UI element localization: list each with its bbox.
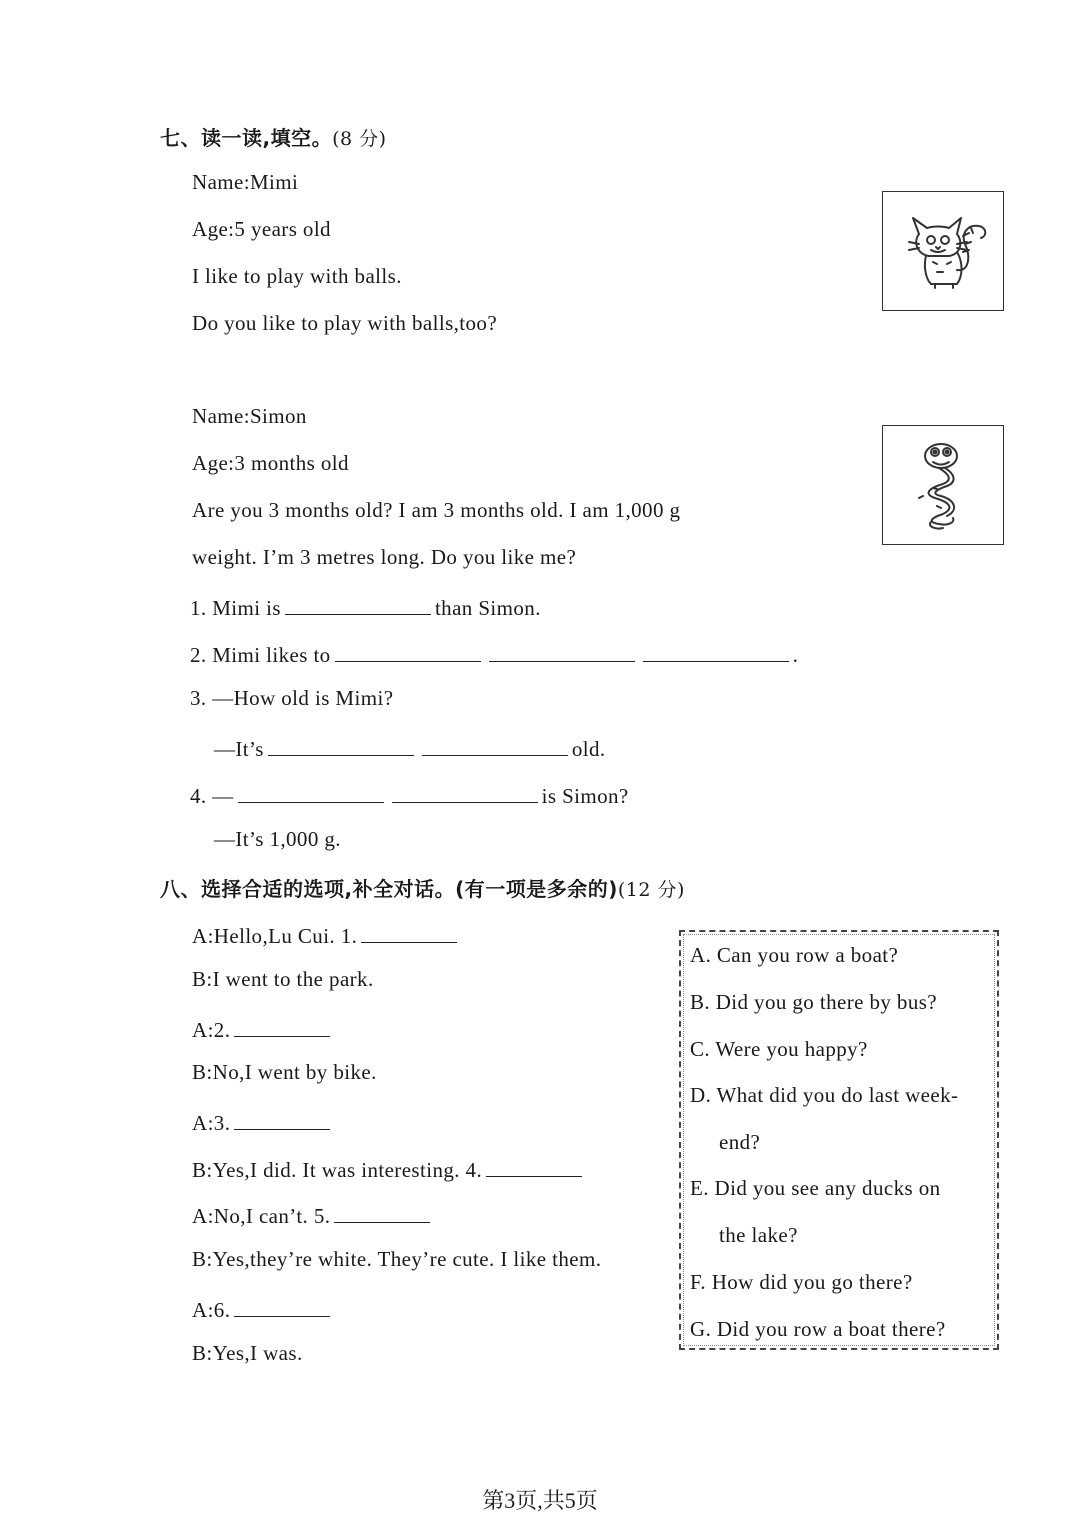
option-g: G. Did you row a boat there?	[690, 1317, 946, 1341]
option-e-cont: the lake?	[719, 1223, 798, 1247]
section7-heading	[160, 122, 387, 151]
dialog-text: A:Hello,Lu Cui. 1.	[192, 924, 358, 948]
simon-name: Name:Simon	[192, 404, 307, 428]
dialog-line-2: B:I went to the park.	[192, 967, 374, 991]
dialog-line-8: B:Yes,they’re white. They’re cute. I like them.	[192, 1247, 602, 1271]
dialog-blank-1[interactable]	[361, 920, 457, 943]
q1-text-end: than Simon.	[434, 596, 541, 620]
section7-points: (8 分)	[332, 128, 387, 150]
simon-line1: Are you 3 months old? I am 3 months old. I am 1,000 g	[192, 498, 681, 522]
dialog-blank-3[interactable]	[234, 1107, 330, 1130]
option-e: E. Did you see any ducks on	[690, 1176, 941, 1200]
section8-heading	[160, 873, 685, 902]
question-4-answer: —It’s 1,000 g.	[214, 827, 341, 851]
dialog-line-5	[192, 1107, 334, 1136]
q2-text: 2. Mimi likes to	[190, 643, 331, 667]
cat-picture	[882, 191, 1004, 311]
dialog-blank-5[interactable]	[334, 1200, 430, 1223]
section8-points: (12 分)	[617, 879, 685, 901]
dialog-text: A:No,I can’t. 5.	[192, 1204, 331, 1228]
dialog-line-9	[192, 1294, 334, 1323]
option-c: C. Were you happy?	[690, 1037, 868, 1061]
option-d: D. What did you do last week-	[690, 1083, 959, 1107]
snake-picture	[882, 425, 1004, 545]
question-1	[190, 592, 541, 621]
q2-blank-3[interactable]	[643, 639, 789, 662]
q3-blank-2[interactable]	[422, 733, 568, 756]
dialog-line-4: B:No,I went by bike.	[192, 1060, 377, 1084]
mimi-line2: Do you like to play with balls,too?	[192, 311, 498, 335]
option-f: F. How did you go there?	[690, 1270, 913, 1294]
dialog-blank-6[interactable]	[234, 1294, 330, 1317]
q2-period: .	[792, 643, 799, 667]
section7-title: 七、读一读,填空。	[160, 126, 333, 150]
q4-text: 4. —	[190, 784, 234, 808]
q4-blank-2[interactable]	[392, 780, 538, 803]
snake-icon	[883, 426, 1003, 544]
question-2	[190, 639, 798, 668]
q3-answer-end: old.	[571, 737, 606, 761]
mimi-line1: I like to play with balls.	[192, 264, 402, 288]
page-footer: 第3页,共5页	[482, 1488, 598, 1513]
dialog-line-3	[192, 1014, 334, 1043]
q2-blank-1[interactable]	[335, 639, 481, 662]
option-a: A. Can you row a boat?	[690, 943, 899, 967]
q1-blank[interactable]	[285, 592, 431, 615]
q3-answer-text: —It’s	[214, 737, 264, 761]
dialog-text: B:Yes,I did. It was interesting. 4.	[192, 1158, 483, 1182]
mimi-name: Name:Mimi	[192, 170, 299, 194]
dialog-line-6	[192, 1154, 586, 1183]
section8-title: 八、选择合适的选项,补全对话。(有一项是多余的)	[160, 877, 618, 901]
dialog-blank-2[interactable]	[234, 1014, 330, 1037]
option-d-cont: end?	[719, 1130, 761, 1154]
dialog-blank-4[interactable]	[486, 1154, 582, 1177]
question-4	[190, 780, 629, 809]
dialog-text: A:6.	[192, 1298, 231, 1322]
dialog-line-10: B:Yes,I was.	[192, 1341, 303, 1365]
dialog-text: A:2.	[192, 1018, 231, 1042]
q3-blank-1[interactable]	[268, 733, 414, 756]
dialog-line-7	[192, 1200, 434, 1229]
dialog-text: A:3.	[192, 1111, 231, 1135]
q4-text-end: is Simon?	[541, 784, 629, 808]
q2-blank-2[interactable]	[489, 639, 635, 662]
dialog-line-1	[192, 920, 461, 949]
question-3: 3. —How old is Mimi?	[190, 686, 394, 710]
cat-icon	[883, 192, 1003, 310]
option-b: B. Did you go there by bus?	[690, 990, 938, 1014]
mimi-age: Age:5 years old	[192, 217, 331, 241]
simon-age: Age:3 months old	[192, 451, 349, 475]
simon-line2: weight. I’m 3 metres long. Do you like me?	[192, 545, 577, 569]
question-3-answer	[214, 733, 606, 762]
q4-blank-1[interactable]	[238, 780, 384, 803]
q1-text: 1. Mimi is	[190, 596, 281, 620]
